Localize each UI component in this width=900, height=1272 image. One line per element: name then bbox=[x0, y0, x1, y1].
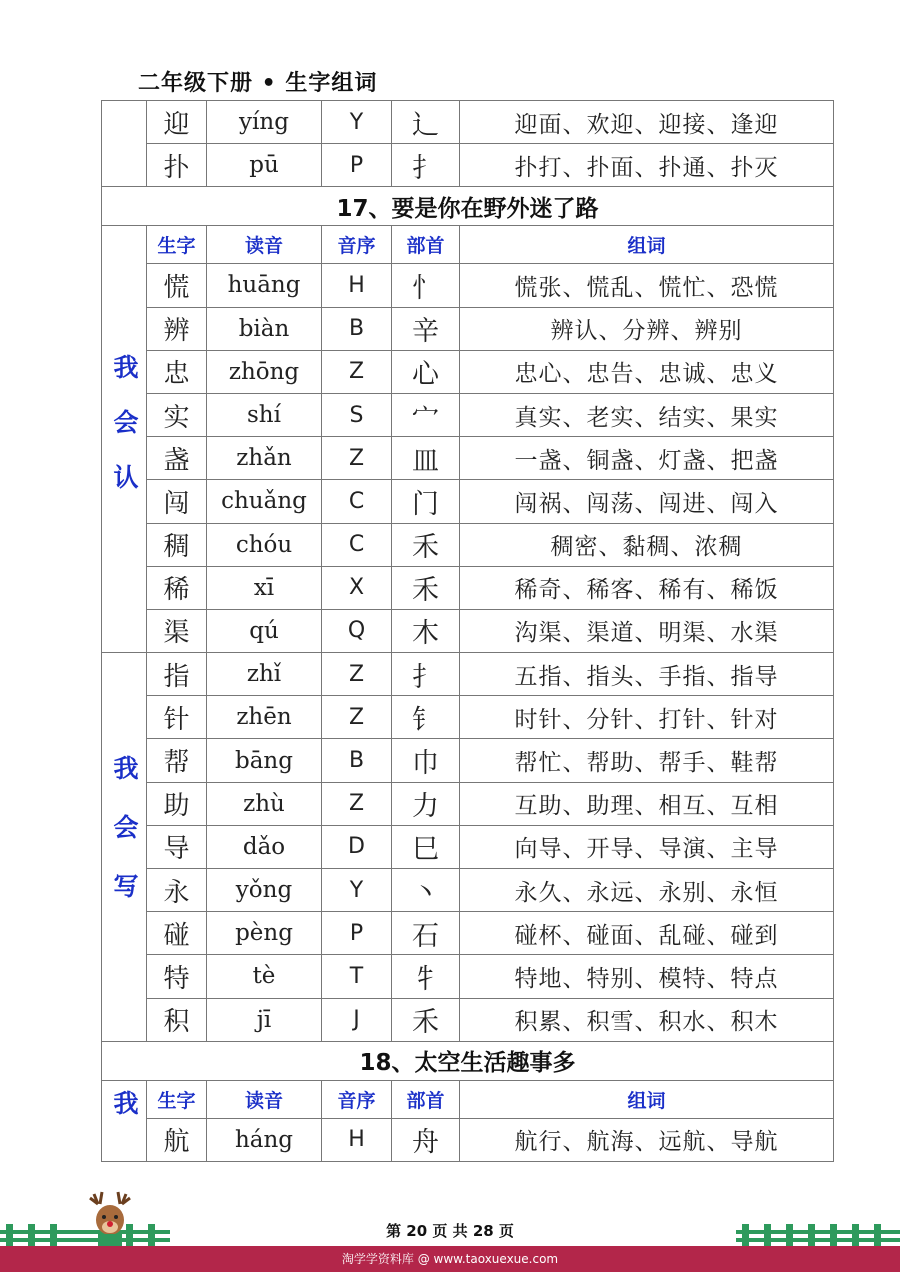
words-cell: 闯祸、闯荡、闯进、闯入 bbox=[460, 480, 834, 523]
words-cell: 辨认、分辨、辨别 bbox=[460, 307, 834, 350]
pinyin-cell: tè bbox=[207, 955, 322, 998]
radical-cell: 禾 bbox=[392, 566, 460, 609]
section-label-text: 我会认 bbox=[110, 353, 139, 519]
char-cell: 实 bbox=[147, 393, 207, 436]
table-row bbox=[102, 825, 834, 868]
sequence-cell: B bbox=[322, 307, 392, 350]
section-label-text: 我会写 bbox=[110, 755, 139, 933]
sequence-cell: Q bbox=[322, 609, 392, 652]
radical-cell: 扌 bbox=[392, 653, 460, 696]
column-header-pinyin: 读音 bbox=[207, 1080, 322, 1118]
radical-cell: 巳 bbox=[392, 825, 460, 868]
table-row bbox=[102, 437, 834, 480]
pinyin-cell: zhēn bbox=[207, 696, 322, 739]
table-row bbox=[102, 307, 834, 350]
table-row bbox=[102, 393, 834, 436]
radical-cell: 皿 bbox=[392, 437, 460, 480]
table-row bbox=[102, 869, 834, 912]
char-cell: 闯 bbox=[147, 480, 207, 523]
column-header-words: 组词 bbox=[460, 1080, 834, 1118]
pinyin-cell: jī bbox=[207, 998, 322, 1041]
pinyin-cell: zhù bbox=[207, 782, 322, 825]
section-label-empty bbox=[102, 101, 147, 187]
table-row bbox=[102, 912, 834, 955]
pinyin-cell: yíng bbox=[207, 101, 322, 144]
sequence-cell: H bbox=[322, 1118, 392, 1161]
column-header-radical: 部首 bbox=[392, 226, 460, 264]
table-row bbox=[102, 144, 834, 187]
words-cell: 慌张、慌乱、慌忙、恐慌 bbox=[460, 264, 834, 307]
radical-cell: 扌 bbox=[392, 144, 460, 187]
char-cell: 帮 bbox=[147, 739, 207, 782]
pinyin-cell: zhǎn bbox=[207, 437, 322, 480]
column-header-seq: 音序 bbox=[322, 1080, 392, 1118]
column-header-words: 组词 bbox=[460, 226, 834, 264]
sequence-cell: Z bbox=[322, 350, 392, 393]
radical-cell: 力 bbox=[392, 782, 460, 825]
table-row bbox=[102, 609, 834, 652]
radical-cell: 心 bbox=[392, 350, 460, 393]
sequence-cell: T bbox=[322, 955, 392, 998]
char-cell: 稀 bbox=[147, 566, 207, 609]
sequence-cell: S bbox=[322, 393, 392, 436]
sequence-cell: Y bbox=[322, 101, 392, 144]
char-cell: 航 bbox=[147, 1118, 207, 1161]
sequence-cell: P bbox=[322, 912, 392, 955]
sequence-cell: B bbox=[322, 739, 392, 782]
table-row bbox=[102, 101, 834, 144]
char-cell: 扑 bbox=[147, 144, 207, 187]
section-label bbox=[102, 1080, 147, 1161]
pinyin-cell: zhōng bbox=[207, 350, 322, 393]
pinyin-cell: huāng bbox=[207, 264, 322, 307]
radical-cell: 辛 bbox=[392, 307, 460, 350]
sequence-cell: D bbox=[322, 825, 392, 868]
lesson-title-row bbox=[102, 1041, 834, 1080]
char-cell: 稠 bbox=[147, 523, 207, 566]
char-cell: 永 bbox=[147, 869, 207, 912]
table-row bbox=[102, 264, 834, 307]
sequence-cell: C bbox=[322, 523, 392, 566]
table-row bbox=[102, 566, 834, 609]
radical-cell: 丶 bbox=[392, 869, 460, 912]
sequence-cell: X bbox=[322, 566, 392, 609]
pinyin-cell: shí bbox=[207, 393, 322, 436]
char-cell: 迎 bbox=[147, 101, 207, 144]
pinyin-cell: bāng bbox=[207, 739, 322, 782]
char-cell: 指 bbox=[147, 653, 207, 696]
char-cell: 渠 bbox=[147, 609, 207, 652]
column-header-pinyin: 读音 bbox=[207, 226, 322, 264]
radical-cell: 禾 bbox=[392, 523, 460, 566]
radical-cell: 忄 bbox=[392, 264, 460, 307]
char-cell: 辨 bbox=[147, 307, 207, 350]
radical-cell: 钅 bbox=[392, 696, 460, 739]
pinyin-cell: pèng bbox=[207, 912, 322, 955]
char-cell: 针 bbox=[147, 696, 207, 739]
table-row bbox=[102, 350, 834, 393]
char-cell: 忠 bbox=[147, 350, 207, 393]
column-header-char: 生字 bbox=[147, 226, 207, 264]
page-title: 二年级下册 • 生字组词 bbox=[138, 71, 378, 96]
table-row bbox=[102, 955, 834, 998]
char-cell: 积 bbox=[147, 998, 207, 1041]
pinyin-cell: pū bbox=[207, 144, 322, 187]
column-header-row bbox=[102, 226, 834, 264]
sequence-cell: Z bbox=[322, 696, 392, 739]
pinyin-cell: dǎo bbox=[207, 825, 322, 868]
radical-cell: 石 bbox=[392, 912, 460, 955]
words-cell: 迎面、欢迎、迎接、逢迎 bbox=[460, 101, 834, 144]
sequence-cell: H bbox=[322, 264, 392, 307]
pinyin-cell: háng bbox=[207, 1118, 322, 1161]
page-number: 第 20 页 共 28 页 bbox=[386, 1222, 514, 1240]
char-cell: 导 bbox=[147, 825, 207, 868]
lesson-title: 18、太空生活趣事多 bbox=[102, 1041, 834, 1080]
radical-cell: 辶 bbox=[392, 101, 460, 144]
section-label bbox=[102, 653, 147, 1042]
char-cell: 碰 bbox=[147, 912, 207, 955]
words-cell: 特地、特别、模特、特点 bbox=[460, 955, 834, 998]
words-cell: 航行、航海、远航、导航 bbox=[460, 1118, 834, 1161]
column-header-char: 生字 bbox=[147, 1080, 207, 1118]
words-cell: 沟渠、渠道、明渠、水渠 bbox=[460, 609, 834, 652]
pinyin-cell: yǒng bbox=[207, 869, 322, 912]
table-row bbox=[102, 998, 834, 1041]
words-cell: 真实、老实、结实、果实 bbox=[460, 393, 834, 436]
sequence-cell: Z bbox=[322, 653, 392, 696]
sequence-cell: C bbox=[322, 480, 392, 523]
words-cell: 扑打、扑面、扑通、扑灭 bbox=[460, 144, 834, 187]
pinyin-cell: chuǎng bbox=[207, 480, 322, 523]
table-row bbox=[102, 653, 834, 696]
words-cell: 向导、开导、导演、主导 bbox=[460, 825, 834, 868]
pinyin-cell: qú bbox=[207, 609, 322, 652]
sequence-cell: J bbox=[322, 998, 392, 1041]
words-cell: 五指、指头、手指、指导 bbox=[460, 653, 834, 696]
radical-cell: 木 bbox=[392, 609, 460, 652]
radical-cell: 禾 bbox=[392, 998, 460, 1041]
section-label-text: 我 bbox=[110, 1090, 139, 1146]
radical-cell: 巾 bbox=[392, 739, 460, 782]
table-row bbox=[102, 480, 834, 523]
char-cell: 特 bbox=[147, 955, 207, 998]
char-cell: 盏 bbox=[147, 437, 207, 480]
lesson-title-row bbox=[102, 187, 834, 226]
table-row bbox=[102, 782, 834, 825]
radical-cell: 宀 bbox=[392, 393, 460, 436]
words-cell: 一盏、铜盏、灯盏、把盏 bbox=[460, 437, 834, 480]
pinyin-cell: biàn bbox=[207, 307, 322, 350]
words-cell: 永久、永远、永别、永恒 bbox=[460, 869, 834, 912]
words-cell: 互助、助理、相互、互相 bbox=[460, 782, 834, 825]
sequence-cell: P bbox=[322, 144, 392, 187]
pinyin-cell: chóu bbox=[207, 523, 322, 566]
lesson-title: 17、要是你在野外迷了路 bbox=[102, 187, 834, 226]
radical-cell: 牜 bbox=[392, 955, 460, 998]
words-cell: 碰杯、碰面、乱碰、碰到 bbox=[460, 912, 834, 955]
words-cell: 稠密、黏稠、浓稠 bbox=[460, 523, 834, 566]
radical-cell: 舟 bbox=[392, 1118, 460, 1161]
words-cell: 忠心、忠告、忠诚、忠义 bbox=[460, 350, 834, 393]
pinyin-cell: zhǐ bbox=[207, 653, 322, 696]
table-row bbox=[102, 696, 834, 739]
column-header-seq: 音序 bbox=[322, 226, 392, 264]
table-row bbox=[102, 523, 834, 566]
watermark: 淘学学资料库 @ www.taoxuexue.com bbox=[341, 1252, 559, 1266]
section-label bbox=[102, 226, 147, 653]
char-cell: 助 bbox=[147, 782, 207, 825]
column-header-radical: 部首 bbox=[392, 1080, 460, 1118]
words-cell: 稀奇、稀客、稀有、稀饭 bbox=[460, 566, 834, 609]
radical-cell: 门 bbox=[392, 480, 460, 523]
sequence-cell: Y bbox=[322, 869, 392, 912]
table-row bbox=[102, 1118, 834, 1161]
vocab-table bbox=[101, 100, 834, 1162]
words-cell: 时针、分针、打针、针对 bbox=[460, 696, 834, 739]
char-cell: 慌 bbox=[147, 264, 207, 307]
sequence-cell: Z bbox=[322, 782, 392, 825]
pinyin-cell: xī bbox=[207, 566, 322, 609]
sequence-cell: Z bbox=[322, 437, 392, 480]
words-cell: 积累、积雪、积水、积木 bbox=[460, 998, 834, 1041]
words-cell: 帮忙、帮助、帮手、鞋帮 bbox=[460, 739, 834, 782]
column-header-row bbox=[102, 1080, 834, 1118]
table-row bbox=[102, 739, 834, 782]
